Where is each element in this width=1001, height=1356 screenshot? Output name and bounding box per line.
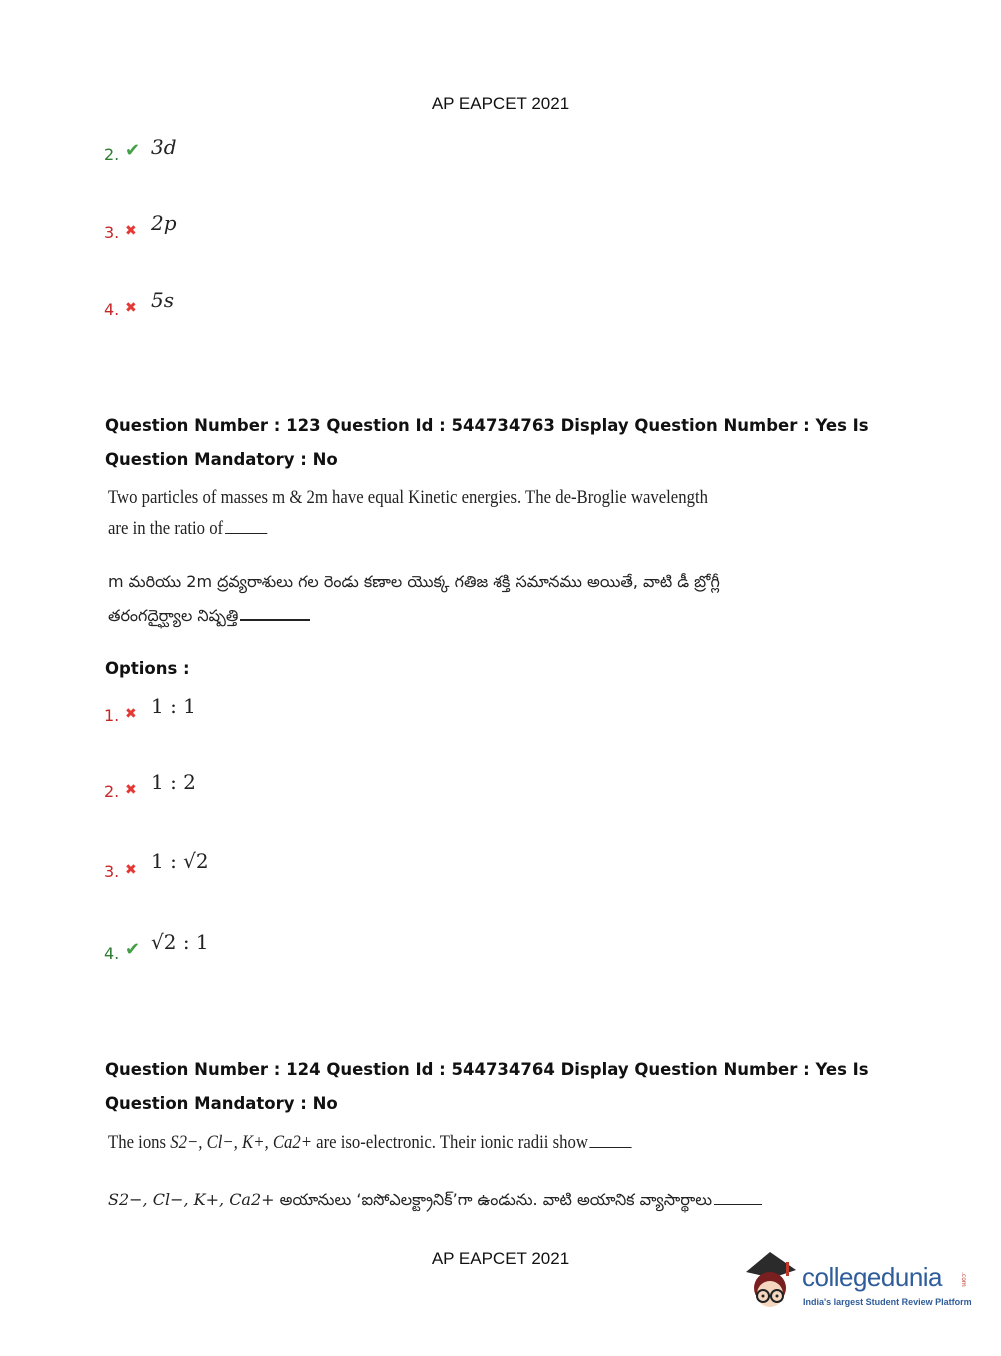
ion-list: S2−, Cl−, K+, Ca2+ [170, 1132, 312, 1153]
page-footer: AP EAPCET 2021 [431, 1249, 570, 1268]
option-number: 1. [104, 706, 120, 725]
logo-brand: collegedunia [802, 1262, 943, 1292]
option-number: 2. [104, 145, 120, 164]
answer-blank [240, 603, 310, 621]
option-value: 1 : 1 [151, 694, 196, 718]
cross-icon: ✖ [125, 782, 137, 798]
cross-icon: ✖ [125, 862, 137, 878]
option-number: 2. [104, 782, 120, 801]
answer-blank [714, 1188, 762, 1205]
question-123-text-en [108, 482, 724, 544]
option-number: 4. [104, 300, 120, 319]
option-value: 1 : 2 [151, 770, 196, 794]
cross-icon: ✖ [125, 706, 137, 722]
question-124-text-te [108, 1183, 748, 1217]
page-header: AP EAPCET 2021 [431, 94, 570, 113]
answer-blank [590, 1131, 632, 1148]
question-124-text-en [108, 1127, 724, 1158]
option-value: 2p [151, 211, 177, 235]
cross-icon: ✖ [125, 223, 137, 239]
check-icon: ✔ [125, 939, 141, 960]
question-124-header: Question Number : 124 Question Id : 544734764 Display Question Number : Yes Is Question Mandatory : No [105, 1060, 869, 1113]
logo-tagline: India's largest Student Review Platform [803, 1297, 972, 1307]
question-text-telugu: m మరియు 2m ద్రవ్యరాశులు గల రెండు కణాల యొక్క గతిజ శక్తి సమానము అయితే, వాటి డీ బ్రోగ్లీ తరంగదైర్ఘ్యాల నిష్పత్తి [108, 572, 720, 625]
option-value: √2 : 1 [151, 930, 209, 954]
answer-blank [225, 517, 267, 534]
option-value: 3d [151, 135, 177, 159]
question-123-text-te [108, 565, 728, 633]
option-number: 4. [104, 944, 120, 963]
option-number: 3. [104, 862, 120, 881]
option-value: 5s [151, 288, 174, 312]
question-123-header: Question Number : 123 Question Id : 544734763 Display Question Number : Yes Is Question Mandatory : No [105, 416, 869, 469]
question-text-telugu: అయానులు ‘ఐసోఎలక్ట్రానిక్’గా ఉండును. వాటి అయానిక వ్యాసార్థాలు [279, 1190, 713, 1209]
mascot-icon [740, 1248, 800, 1314]
ion-list: S2−, Cl−, K+, Ca2+ [108, 1190, 275, 1209]
cross-icon: ✖ [125, 300, 137, 316]
options-label: Options : [105, 659, 190, 678]
option-number: 3. [104, 223, 120, 242]
check-icon: ✔ [125, 140, 141, 161]
question-text-prefix: The ions [108, 1132, 167, 1153]
question-text-suffix: are iso-electronic. Their ionic radii show [316, 1132, 588, 1153]
question-text: Two particles of masses m & 2m have equal Kinetic energies. The de-Broglie wavelength are in the ratio of [108, 487, 708, 539]
logo-domain: .com [960, 1272, 967, 1287]
option-value: 1 : √2 [151, 849, 209, 873]
collegedunia-logo [740, 1246, 970, 1320]
